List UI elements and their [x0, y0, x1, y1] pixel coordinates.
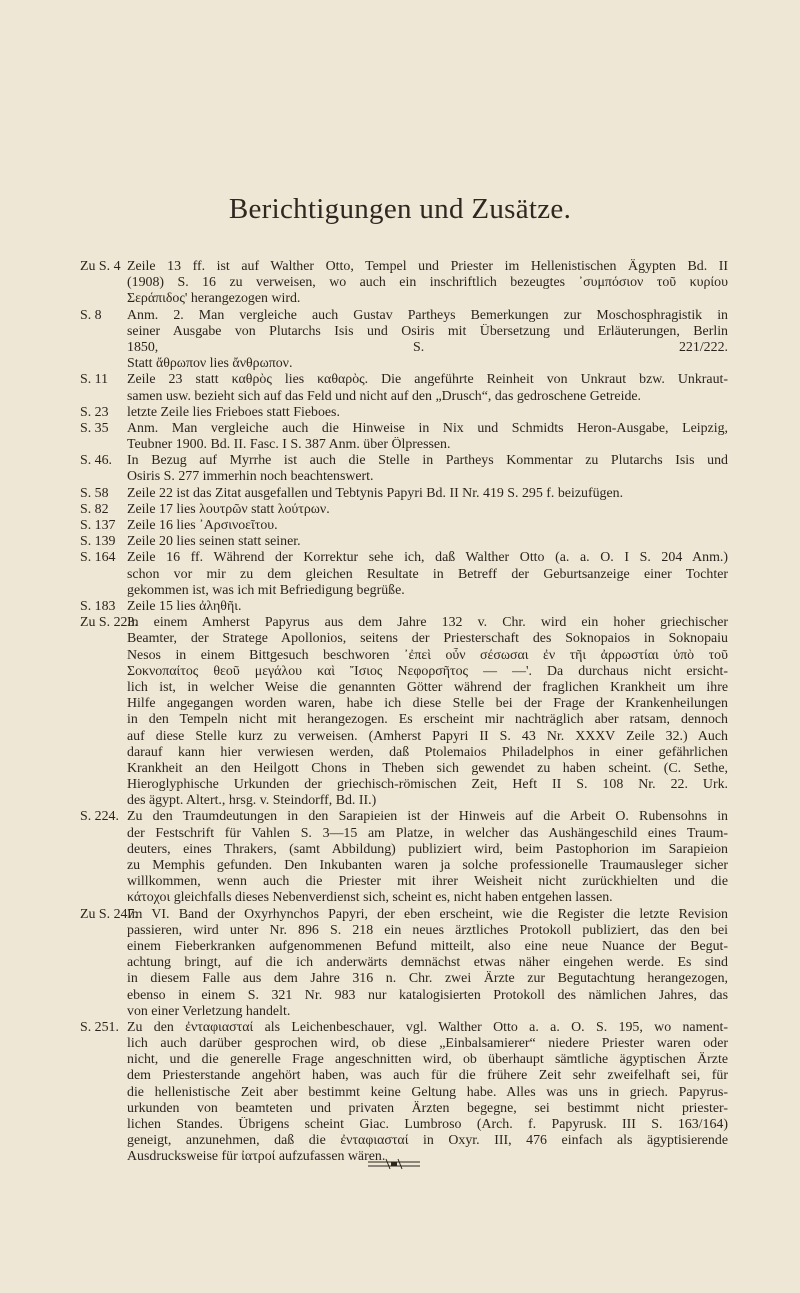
entry-text	[127, 615, 728, 809]
entry-line: urkunden von beamteten und privaten Ärzten begegne, sei bestimmt nicht priester-	[127, 1100, 728, 1116]
entry-line: ebenso in einem S. 321 Nr. 983 nur katalogisierten Protokoll des nämlichen Jahres, das	[127, 987, 728, 1003]
entry-text	[127, 405, 728, 421]
entry-reference: S. 23	[80, 404, 109, 420]
entry-line: zu Memphis gefunden. Den Inkubanten waren ja solche professionelle Traumausleger sicher	[127, 858, 728, 874]
entry-line: Statt ἄθρωπον lies ἄνθρωπον.	[127, 356, 293, 372]
correction-entry	[80, 534, 728, 550]
entry-line: Hieroglyphische Urkunden der griechisch-römischen Zeit, Heft II S. 108 Nr. 22. Urk.	[127, 777, 728, 793]
entry-line: Nesos in einem Bittgesuch beschworen ᾿ἐπεὶ οὖν σέσωσαι ἐν τῆι ἀρρωστίαι ὑπὸ τοῦ	[127, 647, 728, 663]
entry-line: Hilfe angegangen worden waren, habe ich diese Stelle bei der Frage der Krankenheilungen	[127, 696, 728, 712]
entry-text	[127, 453, 728, 485]
entry-reference: S. 251.	[80, 1019, 119, 1035]
entry-line: Anm. Man vergleiche auch die Hinweise in Nix und Schmidts Heron-Ausgabe, Leipzig,	[127, 420, 728, 436]
closing-ornament	[366, 1158, 422, 1170]
entry-line: deuters, eines Thrakers, (samt Abbildung) publiziert wird, beim Pastophorion im Sarapieion	[127, 841, 728, 857]
entry-text	[127, 372, 728, 404]
entry-text	[127, 599, 728, 615]
entry-line: Teubner 1900. Bd. II. Fasc. I S. 387 Anm. über Ölpressen.	[127, 437, 451, 453]
entry-line: willkommen, wenn auch die Priester mit ihrer Weisheit nicht zurückhielten und die	[127, 874, 728, 890]
entry-reference: S. 35	[80, 420, 109, 436]
correction-entry	[80, 421, 728, 453]
entry-line: Krankheit an den Heilgott Chons in Theben sich gewendet zu haben scheint. (C. Sethe,	[127, 760, 728, 776]
entry-line: 1850, S. 221/222.	[127, 339, 728, 355]
entry-reference: S. 224.	[80, 809, 119, 825]
entry-reference: S. 46.	[80, 453, 113, 469]
corrections-list	[80, 259, 728, 1166]
entry-line: passieren, wird unter Nr. 896 S. 218 ein neues ärztliches Protokoll publiziert, das den bei	[127, 922, 728, 938]
entry-line: Zeile 22 ist das Zitat ausgefallen und Tebtynis Papyri Bd. II Nr. 419 S. 295 f. beizufügen.	[127, 485, 624, 501]
entry-reference: S. 8	[80, 307, 102, 323]
entry-line: Ausdrucksweise für ἰατροί aufzufassen wären.	[127, 1149, 386, 1165]
entry-line: Zeile 23 statt καθρὸς lies καθαρὸς. Die angeführte Reinheit von Unkraut bzw. Unkraut-	[127, 372, 728, 388]
entry-text	[127, 534, 728, 550]
correction-entry	[80, 372, 728, 404]
entry-line: die hellenistische Zeit aber bestimmt keine Geltung habe. Alles was uns in griech. Papyrus-	[127, 1084, 728, 1100]
entry-line: (1908) S. 16 zu verweisen, wo auch ein inschriftlich bezeugtes ᾿συμπόσιον τοῦ κυρίου	[127, 275, 728, 291]
entry-line: auf diese Stelle kurz zu verweisen. (Amherst Papyri II S. 43 Nr. XXXV Zeile 32.) Auch	[127, 728, 728, 744]
entry-line: Osiris S. 277 immerhin noch beachtenswert.	[127, 469, 374, 485]
correction-entry	[80, 907, 728, 1020]
entry-line: letzte Zeile lies Frieboes statt Fieboes.	[127, 404, 340, 420]
correction-entry	[80, 518, 728, 534]
entry-reference: S. 164	[80, 550, 116, 566]
entry-text	[127, 907, 728, 1020]
entry-text	[127, 518, 728, 534]
page-title: Berichtigungen und Zusätze.	[228, 193, 572, 225]
entry-line: in diesem Falle aus dem Jahre 316 n. Chr. zwei Ärzte zur Begutachtung herangezogen,	[127, 971, 728, 987]
correction-entry	[80, 502, 728, 518]
entry-line: Beamter, der Stratege Apollonios, seitens der Priesterschaft des Soknopaios in Soknopaiu	[127, 631, 728, 647]
entry-line: Im VI. Band der Oxyrhynchos Papyri, der eben erscheint, wie die Register die letzte Revision	[127, 906, 728, 922]
correction-entry	[80, 453, 728, 485]
entry-line: Σεράπιδος' herangezogen wird.	[127, 291, 301, 307]
entry-line: Zeile 13 ff. ist auf Walther Otto, Tempel und Priester im Hellenistischen Ägypten Bd. II	[127, 259, 728, 274]
correction-entry	[80, 405, 728, 421]
correction-entry	[80, 259, 728, 308]
entry-reference: S. 137	[80, 518, 116, 534]
entry-line: achtung bringt, auf die ich anderwärts demnächst etwas näher eingehen werde. Es sind	[127, 955, 728, 971]
entry-line: schon vor mir zu dem gleichen Resultate in Betreff der Geburtsanzeige einer Tochter	[127, 566, 728, 582]
entry-line: dem Priesterstande angehört haben, was auch für die frühere Zeit sehr zweifelhaft sei, für	[127, 1068, 728, 1084]
entry-text	[127, 259, 728, 308]
correction-entry	[80, 308, 728, 373]
entry-line: gekommen ist, was ich mit Befriedigung begrüße.	[127, 582, 405, 598]
entry-line: geneigt, anzunehmen, daß die ἐνταφιασταί in Oxyr. III, 476 einfach als ägyptisierende	[127, 1133, 728, 1149]
entry-reference: S. 82	[80, 501, 109, 517]
entry-line: seiner Ausgabe von Plutarchs Isis und Osiris mit Übersetzung und Erläuterungen, Berlin	[127, 323, 728, 339]
entry-line: Zeile 17 lies λουτρῶν statt λούτρων.	[127, 501, 330, 517]
entry-line: des ägypt. Altert., hrsg. v. Steindorff, Bd. II.)	[127, 793, 377, 809]
entry-reference: S. 58	[80, 485, 109, 501]
entry-line: Zu den Traumdeutungen in den Sarapieien ist der Hinweis auf die Arbeit O. Rubensohns in	[127, 809, 728, 825]
entry-line: Anm. 2. Man vergleiche auch Gustav Partheys Bemerkungen zur Moschosphragistik in	[127, 307, 728, 323]
correction-entry	[80, 615, 728, 809]
entry-line: In Bezug auf Myrrhe ist auch die Stelle in Partheys Kommentar zu Plutarchs Isis und	[127, 453, 728, 469]
entry-text	[127, 502, 728, 518]
entry-line: Σοκνοπαίτος θεοῦ μεγάλου καὶ Ἴσιος Νεφορσῆτος — —'. Da durchaus nicht ersicht-	[127, 663, 728, 679]
entry-line: lich auch darüber gesprochen wird, ob diese „Einbalsamierer“ niedere Priester waren oder	[127, 1036, 728, 1052]
entry-line: κάτοχοι gleichfalls dieses Nebenverdienst sich, scheint es, nicht haben entgehen lassen.	[127, 890, 613, 906]
entry-line: darauf kann hier verwiesen werden, daß Ptolemaios Philadelphos in einer gefährlichen	[127, 744, 728, 760]
entry-line: einem Fieberkranken aufgenommenen Befund mitteilt, also eine neue Nuance der Begut-	[127, 938, 728, 954]
entry-text	[127, 308, 728, 373]
entry-line: von einer Verletzung handelt.	[127, 1003, 291, 1019]
entry-reference: S. 139	[80, 534, 116, 550]
correction-entry	[80, 599, 728, 615]
correction-entry	[80, 809, 728, 906]
entry-line: in den Tempeln nicht mit herangezogen. Es erscheint mir nachträglich aber ratsam, dennoch	[127, 712, 728, 728]
entry-text	[127, 550, 728, 599]
entry-reference: Zu S. 223.	[80, 615, 138, 631]
entry-line: Zeile 16 lies ᾿Αρσινοεῖτου.	[127, 518, 278, 534]
entry-line: nicht, und die generelle Frage angeschnitten wird, ob überhaupt sämtliche ägyptischen Ärzte	[127, 1052, 728, 1068]
entry-line: Zeile 15 lies ἀληθῆι.	[127, 599, 242, 615]
entry-text	[127, 486, 728, 502]
entry-line: der Festschrift für Vahlen S. 3—15 am Platze, in welcher das Aushängeschild eines Traum-	[127, 825, 728, 841]
entry-reference: Zu S. 247.	[80, 906, 138, 922]
entry-line: samen usw. bezieht sich auf das Feld und nicht auf den „Drusch“, das gedroschene Getreide.	[127, 388, 642, 404]
correction-entry	[80, 486, 728, 502]
entry-reference: Zu S. 4	[80, 259, 121, 274]
entry-line: Zeile 20 lies seinen statt seiner.	[127, 534, 301, 550]
entry-line: lich ist, in welcher Weise die genannten Götter während der fraglichen Krankheit um ihre	[127, 679, 728, 695]
entry-line: Zeile 16 ff. Während der Korrektur sehe ich, daß Walther Otto (a. a. O. I S. 204 Anm.)	[127, 550, 728, 566]
entry-line: Zu den ἐνταφιασταί als Leichenbeschauer, vgl. Walther Otto a. a. O. S. 195, wo nament-	[127, 1019, 728, 1035]
entry-reference: S. 183	[80, 599, 116, 615]
entry-line: lichen Standes. Übrigens scheint Giac. Lumbroso (Arch. f. Papyrusk. III S. 163/164)	[127, 1117, 728, 1133]
correction-entry	[80, 550, 728, 599]
entry-text	[127, 1020, 728, 1166]
entry-text	[127, 421, 728, 453]
entry-line: In einem Amherst Papyrus aus dem Jahre 132 v. Chr. wird ein hoher griechischer	[127, 615, 728, 631]
entry-text	[127, 809, 728, 906]
correction-entry	[80, 1020, 728, 1166]
entry-reference: S. 11	[80, 372, 109, 388]
